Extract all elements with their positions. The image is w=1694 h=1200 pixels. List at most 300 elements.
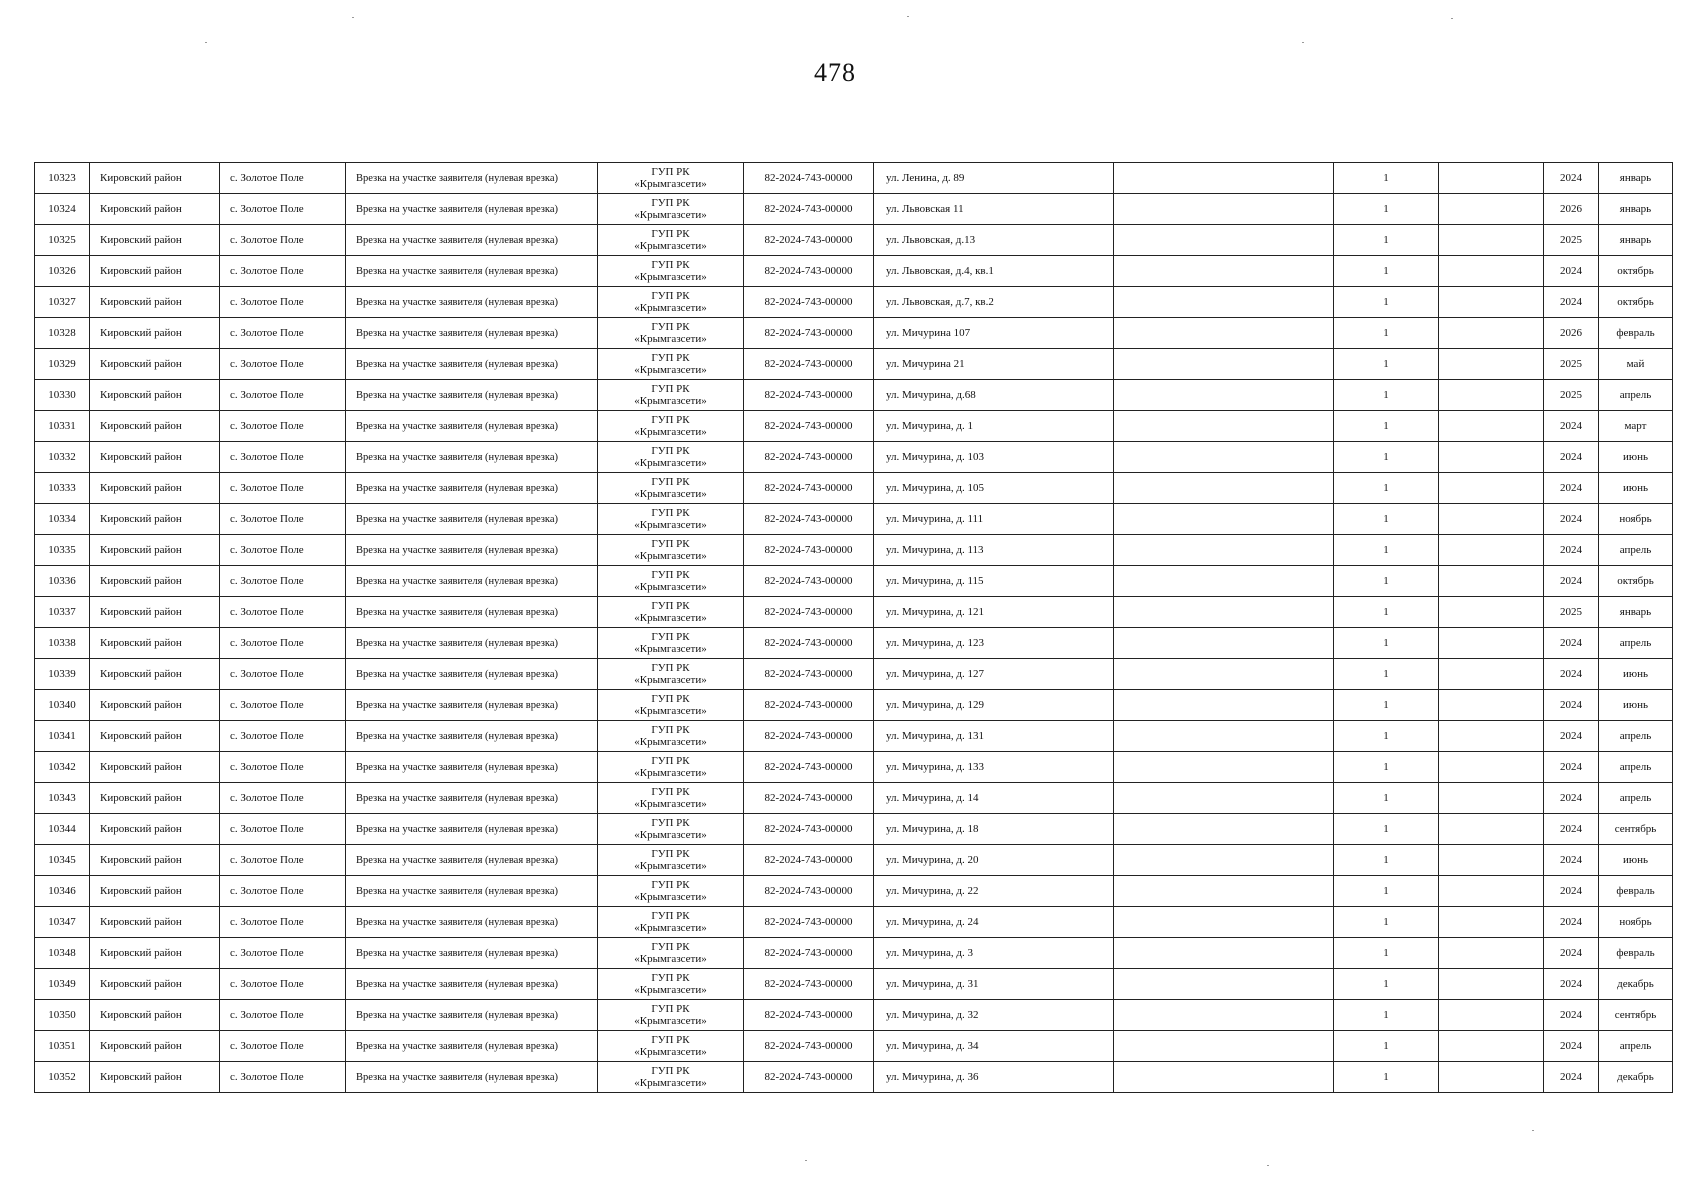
village-cell: с. Золотое Поле <box>220 907 346 938</box>
address-cell: ул. Мичурина, д. 129 <box>874 690 1114 721</box>
empty-cell <box>1114 969 1334 1000</box>
row-number: 10327 <box>35 287 90 318</box>
organization-line: ГУП РК <box>651 228 690 240</box>
organization-line: ГУП РК <box>651 941 690 953</box>
address-cell: ул. Мичурина, д. 111 <box>874 504 1114 535</box>
empty-cell <box>1439 969 1544 1000</box>
year-cell: 2024 <box>1544 411 1599 442</box>
organization-line: «Крымгазсети» <box>634 1015 707 1027</box>
organization-line: ГУП РК <box>651 693 690 705</box>
work-type-cell: Врезка на участке заявителя (нулевая врезка) <box>346 411 598 442</box>
organization-line: «Крымгазсети» <box>634 643 707 655</box>
quantity-cell: 1 <box>1334 504 1439 535</box>
work-type-cell: Врезка на участке заявителя (нулевая врезка) <box>346 628 598 659</box>
organization-line: «Крымгазсети» <box>634 736 707 748</box>
empty-cell <box>1439 504 1544 535</box>
table-row <box>35 473 1673 504</box>
code-cell: 82-2024-743-00000 <box>744 504 874 535</box>
quantity-cell: 1 <box>1334 783 1439 814</box>
month-cell: октябрь <box>1599 566 1673 597</box>
month-cell: март <box>1599 411 1673 442</box>
district-cell: Кировский район <box>90 690 220 721</box>
work-type-cell: Врезка на участке заявителя (нулевая врезка) <box>346 1000 598 1031</box>
empty-cell <box>1114 318 1334 349</box>
month-cell: июнь <box>1599 442 1673 473</box>
row-number: 10323 <box>35 163 90 194</box>
organization-line: ГУП РК <box>651 817 690 829</box>
village-cell: с. Золотое Поле <box>220 938 346 969</box>
code-cell: 82-2024-743-00000 <box>744 845 874 876</box>
month-cell: апрель <box>1599 721 1673 752</box>
quantity-cell: 1 <box>1334 907 1439 938</box>
code-cell: 82-2024-743-00000 <box>744 318 874 349</box>
code-cell: 82-2024-743-00000 <box>744 659 874 690</box>
month-cell: апрель <box>1599 752 1673 783</box>
organization-line: ГУП РК <box>651 445 690 457</box>
district-cell: Кировский район <box>90 225 220 256</box>
organization-line: ГУП РК <box>651 476 690 488</box>
table-row <box>35 814 1673 845</box>
organization-line: ГУП РК <box>651 166 690 178</box>
work-type-cell: Врезка на участке заявителя (нулевая врезка) <box>346 876 598 907</box>
row-number: 10326 <box>35 256 90 287</box>
row-number: 10328 <box>35 318 90 349</box>
district-cell: Кировский район <box>90 411 220 442</box>
organization-line: ГУП РК <box>651 414 690 426</box>
address-cell: ул. Мичурина, д. 105 <box>874 473 1114 504</box>
year-cell: 2024 <box>1544 752 1599 783</box>
work-type-cell: Врезка на участке заявителя (нулевая врезка) <box>346 380 598 411</box>
year-cell: 2024 <box>1544 535 1599 566</box>
empty-cell <box>1439 814 1544 845</box>
code-cell: 82-2024-743-00000 <box>744 194 874 225</box>
village-cell: с. Золотое Поле <box>220 690 346 721</box>
address-cell: ул. Львовская 11 <box>874 194 1114 225</box>
organization-line: «Крымгазсети» <box>634 333 707 345</box>
organization-cell <box>598 659 744 690</box>
year-cell: 2024 <box>1544 628 1599 659</box>
organization-cell <box>598 876 744 907</box>
quantity-cell: 1 <box>1334 256 1439 287</box>
organization-line: «Крымгазсети» <box>634 178 707 190</box>
work-type-cell: Врезка на участке заявителя (нулевая врезка) <box>346 473 598 504</box>
work-type-cell: Врезка на участке заявителя (нулевая врезка) <box>346 752 598 783</box>
village-cell: с. Золотое Поле <box>220 1031 346 1062</box>
quantity-cell: 1 <box>1334 411 1439 442</box>
organization-line: «Крымгазсети» <box>634 674 707 686</box>
empty-cell <box>1439 938 1544 969</box>
table-row <box>35 721 1673 752</box>
code-cell: 82-2024-743-00000 <box>744 597 874 628</box>
address-cell: ул. Львовская, д.4, кв.1 <box>874 256 1114 287</box>
page-number: 478 <box>814 58 856 87</box>
organization-line: ГУП РК <box>651 910 690 922</box>
organization-cell <box>598 287 744 318</box>
code-cell: 82-2024-743-00000 <box>744 411 874 442</box>
quantity-cell: 1 <box>1334 473 1439 504</box>
address-cell: ул. Мичурина, д. 20 <box>874 845 1114 876</box>
address-cell: ул. Ленина, д. 89 <box>874 163 1114 194</box>
row-number: 10329 <box>35 349 90 380</box>
table-row <box>35 969 1673 1000</box>
empty-cell <box>1439 845 1544 876</box>
work-type-cell: Врезка на участке заявителя (нулевая врезка) <box>346 1031 598 1062</box>
organization-line: «Крымгазсети» <box>634 395 707 407</box>
code-cell: 82-2024-743-00000 <box>744 225 874 256</box>
code-cell: 82-2024-743-00000 <box>744 876 874 907</box>
empty-cell <box>1439 535 1544 566</box>
code-cell: 82-2024-743-00000 <box>744 690 874 721</box>
empty-cell <box>1439 1062 1544 1093</box>
month-cell: январь <box>1599 163 1673 194</box>
district-cell: Кировский район <box>90 535 220 566</box>
quantity-cell: 1 <box>1334 969 1439 1000</box>
address-cell: ул. Мичурина 107 <box>874 318 1114 349</box>
empty-cell <box>1439 442 1544 473</box>
quantity-cell: 1 <box>1334 566 1439 597</box>
code-cell: 82-2024-743-00000 <box>744 1000 874 1031</box>
row-number: 10335 <box>35 535 90 566</box>
code-cell: 82-2024-743-00000 <box>744 287 874 318</box>
scan-speck <box>352 17 354 18</box>
work-type-cell: Врезка на участке заявителя (нулевая врезка) <box>346 1062 598 1093</box>
month-cell: декабрь <box>1599 1062 1673 1093</box>
organization-cell <box>598 473 744 504</box>
quantity-cell: 1 <box>1334 1000 1439 1031</box>
table-row <box>35 566 1673 597</box>
address-cell: ул. Мичурина, д. 24 <box>874 907 1114 938</box>
table-row <box>35 938 1673 969</box>
empty-cell <box>1114 504 1334 535</box>
year-cell: 2024 <box>1544 1031 1599 1062</box>
table-row <box>35 411 1673 442</box>
organization-cell <box>598 1000 744 1031</box>
organization-cell <box>598 783 744 814</box>
quantity-cell: 1 <box>1334 659 1439 690</box>
district-cell: Кировский район <box>90 473 220 504</box>
organization-cell <box>598 349 744 380</box>
district-cell: Кировский район <box>90 814 220 845</box>
organization-line: «Крымгазсети» <box>634 581 707 593</box>
code-cell: 82-2024-743-00000 <box>744 442 874 473</box>
organization-cell <box>598 938 744 969</box>
organization-line: ГУП РК <box>651 1065 690 1077</box>
organization-cell <box>598 225 744 256</box>
row-number: 10347 <box>35 907 90 938</box>
month-cell: июнь <box>1599 845 1673 876</box>
year-cell: 2024 <box>1544 287 1599 318</box>
month-cell: декабрь <box>1599 969 1673 1000</box>
address-cell: ул. Мичурина, д. 115 <box>874 566 1114 597</box>
organization-cell <box>598 380 744 411</box>
empty-cell <box>1114 194 1334 225</box>
organization-line: «Крымгазсети» <box>634 550 707 562</box>
code-cell: 82-2024-743-00000 <box>744 256 874 287</box>
organization-cell <box>598 566 744 597</box>
scan-speck <box>805 1160 807 1161</box>
month-cell: январь <box>1599 597 1673 628</box>
district-cell: Кировский район <box>90 659 220 690</box>
row-number: 10324 <box>35 194 90 225</box>
empty-cell <box>1114 566 1334 597</box>
quantity-cell: 1 <box>1334 690 1439 721</box>
organization-cell <box>598 194 744 225</box>
work-type-cell: Врезка на участке заявителя (нулевая врезка) <box>346 907 598 938</box>
year-cell: 2026 <box>1544 318 1599 349</box>
code-cell: 82-2024-743-00000 <box>744 535 874 566</box>
work-type-cell: Врезка на участке заявителя (нулевая врезка) <box>346 566 598 597</box>
district-cell: Кировский район <box>90 938 220 969</box>
village-cell: с. Золотое Поле <box>220 411 346 442</box>
empty-cell <box>1114 907 1334 938</box>
table-row <box>35 659 1673 690</box>
empty-cell <box>1439 1031 1544 1062</box>
month-cell: ноябрь <box>1599 907 1673 938</box>
empty-cell <box>1439 783 1544 814</box>
village-cell: с. Золотое Поле <box>220 597 346 628</box>
work-type-cell: Врезка на участке заявителя (нулевая врезка) <box>346 163 598 194</box>
organization-cell <box>598 1062 744 1093</box>
organization-line: «Крымгазсети» <box>634 240 707 252</box>
month-cell: апрель <box>1599 380 1673 411</box>
code-cell: 82-2024-743-00000 <box>744 783 874 814</box>
village-cell: с. Золотое Поле <box>220 969 346 1000</box>
empty-cell <box>1439 659 1544 690</box>
organization-line: «Крымгазсети» <box>634 891 707 903</box>
row-number: 10331 <box>35 411 90 442</box>
table-row <box>35 907 1673 938</box>
year-cell: 2024 <box>1544 1062 1599 1093</box>
table-row <box>35 1000 1673 1031</box>
village-cell: с. Золотое Поле <box>220 287 346 318</box>
table-row <box>35 1062 1673 1093</box>
work-type-cell: Врезка на участке заявителя (нулевая врезка) <box>346 783 598 814</box>
empty-cell <box>1439 163 1544 194</box>
organization-line: «Крымгазсети» <box>634 953 707 965</box>
year-cell: 2024 <box>1544 659 1599 690</box>
work-type-cell: Врезка на участке заявителя (нулевая врезка) <box>346 349 598 380</box>
district-cell: Кировский район <box>90 1062 220 1093</box>
empty-cell <box>1114 814 1334 845</box>
organization-cell <box>598 814 744 845</box>
table-row <box>35 752 1673 783</box>
village-cell: с. Золотое Поле <box>220 442 346 473</box>
address-cell: ул. Мичурина, д.68 <box>874 380 1114 411</box>
year-cell: 2024 <box>1544 690 1599 721</box>
empty-cell <box>1439 876 1544 907</box>
village-cell: с. Золотое Поле <box>220 194 346 225</box>
village-cell: с. Золотое Поле <box>220 349 346 380</box>
district-cell: Кировский район <box>90 969 220 1000</box>
year-cell: 2024 <box>1544 721 1599 752</box>
month-cell: июнь <box>1599 659 1673 690</box>
month-cell: октябрь <box>1599 256 1673 287</box>
month-cell: февраль <box>1599 318 1673 349</box>
empty-cell <box>1114 690 1334 721</box>
organization-cell <box>598 721 744 752</box>
village-cell: с. Золотое Поле <box>220 225 346 256</box>
address-cell: ул. Мичурина, д. 131 <box>874 721 1114 752</box>
organization-line: «Крымгазсети» <box>634 860 707 872</box>
empty-cell <box>1439 628 1544 659</box>
year-cell: 2024 <box>1544 969 1599 1000</box>
work-type-cell: Врезка на участке заявителя (нулевая врезка) <box>346 938 598 969</box>
village-cell: с. Золотое Поле <box>220 318 346 349</box>
year-cell: 2024 <box>1544 907 1599 938</box>
address-cell: ул. Мичурина, д. 18 <box>874 814 1114 845</box>
address-cell: ул. Мичурина, д. 127 <box>874 659 1114 690</box>
month-cell: апрель <box>1599 628 1673 659</box>
month-cell: сентябрь <box>1599 1000 1673 1031</box>
table-row <box>35 783 1673 814</box>
work-type-cell: Врезка на участке заявителя (нулевая врезка) <box>346 287 598 318</box>
address-cell: ул. Мичурина, д. 133 <box>874 752 1114 783</box>
address-cell: ул. Мичурина, д. 103 <box>874 442 1114 473</box>
code-cell: 82-2024-743-00000 <box>744 380 874 411</box>
table-row <box>35 845 1673 876</box>
empty-cell <box>1114 938 1334 969</box>
quantity-cell: 1 <box>1334 535 1439 566</box>
village-cell: с. Золотое Поле <box>220 163 346 194</box>
year-cell: 2024 <box>1544 504 1599 535</box>
code-cell: 82-2024-743-00000 <box>744 752 874 783</box>
address-cell: ул. Львовская, д.7, кв.2 <box>874 287 1114 318</box>
quantity-cell: 1 <box>1334 876 1439 907</box>
village-cell: с. Золотое Поле <box>220 473 346 504</box>
village-cell: с. Золотое Поле <box>220 1000 346 1031</box>
district-cell: Кировский район <box>90 845 220 876</box>
work-type-cell: Врезка на участке заявителя (нулевая врезка) <box>346 318 598 349</box>
work-type-cell: Врезка на участке заявителя (нулевая врезка) <box>346 690 598 721</box>
empty-cell <box>1439 907 1544 938</box>
month-cell: апрель <box>1599 535 1673 566</box>
organization-line: ГУП РК <box>651 1034 690 1046</box>
year-cell: 2025 <box>1544 597 1599 628</box>
district-cell: Кировский район <box>90 721 220 752</box>
organization-line: «Крымгазсети» <box>634 1046 707 1058</box>
empty-cell <box>1439 256 1544 287</box>
district-cell: Кировский район <box>90 566 220 597</box>
address-cell: ул. Мичурина, д. 22 <box>874 876 1114 907</box>
district-cell: Кировский район <box>90 287 220 318</box>
organization-line: «Крымгазсети» <box>634 798 707 810</box>
row-number: 10344 <box>35 814 90 845</box>
district-cell: Кировский район <box>90 597 220 628</box>
row-number: 10342 <box>35 752 90 783</box>
code-cell: 82-2024-743-00000 <box>744 628 874 659</box>
year-cell: 2024 <box>1544 163 1599 194</box>
organization-line: ГУП РК <box>651 786 690 798</box>
address-cell: ул. Мичурина, д. 34 <box>874 1031 1114 1062</box>
empty-cell <box>1114 597 1334 628</box>
empty-cell <box>1114 411 1334 442</box>
year-cell: 2024 <box>1544 814 1599 845</box>
year-cell: 2024 <box>1544 876 1599 907</box>
month-cell: январь <box>1599 225 1673 256</box>
empty-cell <box>1114 783 1334 814</box>
address-cell: ул. Мичурина, д. 36 <box>874 1062 1114 1093</box>
quantity-cell: 1 <box>1334 938 1439 969</box>
empty-cell <box>1114 1000 1334 1031</box>
organization-line: ГУП РК <box>651 321 690 333</box>
table-row <box>35 442 1673 473</box>
district-cell: Кировский район <box>90 380 220 411</box>
district-cell: Кировский район <box>90 752 220 783</box>
district-cell: Кировский район <box>90 349 220 380</box>
quantity-cell: 1 <box>1334 225 1439 256</box>
table-row <box>35 876 1673 907</box>
empty-cell <box>1114 659 1334 690</box>
organization-cell <box>598 163 744 194</box>
row-number: 10349 <box>35 969 90 1000</box>
organization-line: «Крымгазсети» <box>634 984 707 996</box>
organization-line: ГУП РК <box>651 569 690 581</box>
organization-cell <box>598 907 744 938</box>
table-row <box>35 318 1673 349</box>
table-row <box>35 194 1673 225</box>
code-cell: 82-2024-743-00000 <box>744 814 874 845</box>
row-number: 10348 <box>35 938 90 969</box>
row-number: 10334 <box>35 504 90 535</box>
month-cell: июнь <box>1599 690 1673 721</box>
organization-line: «Крымгазсети» <box>634 1077 707 1089</box>
year-cell: 2024 <box>1544 938 1599 969</box>
address-cell: ул. Мичурина, д. 113 <box>874 535 1114 566</box>
empty-cell <box>1439 1000 1544 1031</box>
organization-cell <box>598 411 744 442</box>
code-cell: 82-2024-743-00000 <box>744 163 874 194</box>
month-cell: октябрь <box>1599 287 1673 318</box>
quantity-cell: 1 <box>1334 628 1439 659</box>
address-cell: ул. Мичурина, д. 3 <box>874 938 1114 969</box>
empty-cell <box>1439 349 1544 380</box>
organization-line: ГУП РК <box>651 290 690 302</box>
organization-line: ГУП РК <box>651 724 690 736</box>
month-cell: февраль <box>1599 876 1673 907</box>
registry-table <box>34 162 1673 1093</box>
village-cell: с. Золотое Поле <box>220 752 346 783</box>
organization-line: «Крымгазсети» <box>634 426 707 438</box>
year-cell: 2024 <box>1544 442 1599 473</box>
code-cell: 82-2024-743-00000 <box>744 1031 874 1062</box>
organization-line: ГУП РК <box>651 538 690 550</box>
empty-cell <box>1439 690 1544 721</box>
organization-cell <box>598 690 744 721</box>
empty-cell <box>1439 752 1544 783</box>
empty-cell <box>1439 473 1544 504</box>
empty-cell <box>1114 845 1334 876</box>
table-row <box>35 380 1673 411</box>
quantity-cell: 1 <box>1334 1062 1439 1093</box>
empty-cell <box>1114 163 1334 194</box>
month-cell: май <box>1599 349 1673 380</box>
row-number: 10337 <box>35 597 90 628</box>
address-cell: ул. Мичурина, д. 32 <box>874 1000 1114 1031</box>
work-type-cell: Врезка на участке заявителя (нулевая врезка) <box>346 256 598 287</box>
year-cell: 2024 <box>1544 256 1599 287</box>
table-row <box>35 504 1673 535</box>
village-cell: с. Золотое Поле <box>220 876 346 907</box>
empty-cell <box>1114 256 1334 287</box>
village-cell: с. Золотое Поле <box>220 566 346 597</box>
work-type-cell: Врезка на участке заявителя (нулевая врезка) <box>346 535 598 566</box>
empty-cell <box>1439 411 1544 442</box>
table-row <box>35 535 1673 566</box>
organization-line: «Крымгазсети» <box>634 364 707 376</box>
month-cell: апрель <box>1599 783 1673 814</box>
address-cell: ул. Мичурина, д. 31 <box>874 969 1114 1000</box>
year-cell: 2024 <box>1544 473 1599 504</box>
